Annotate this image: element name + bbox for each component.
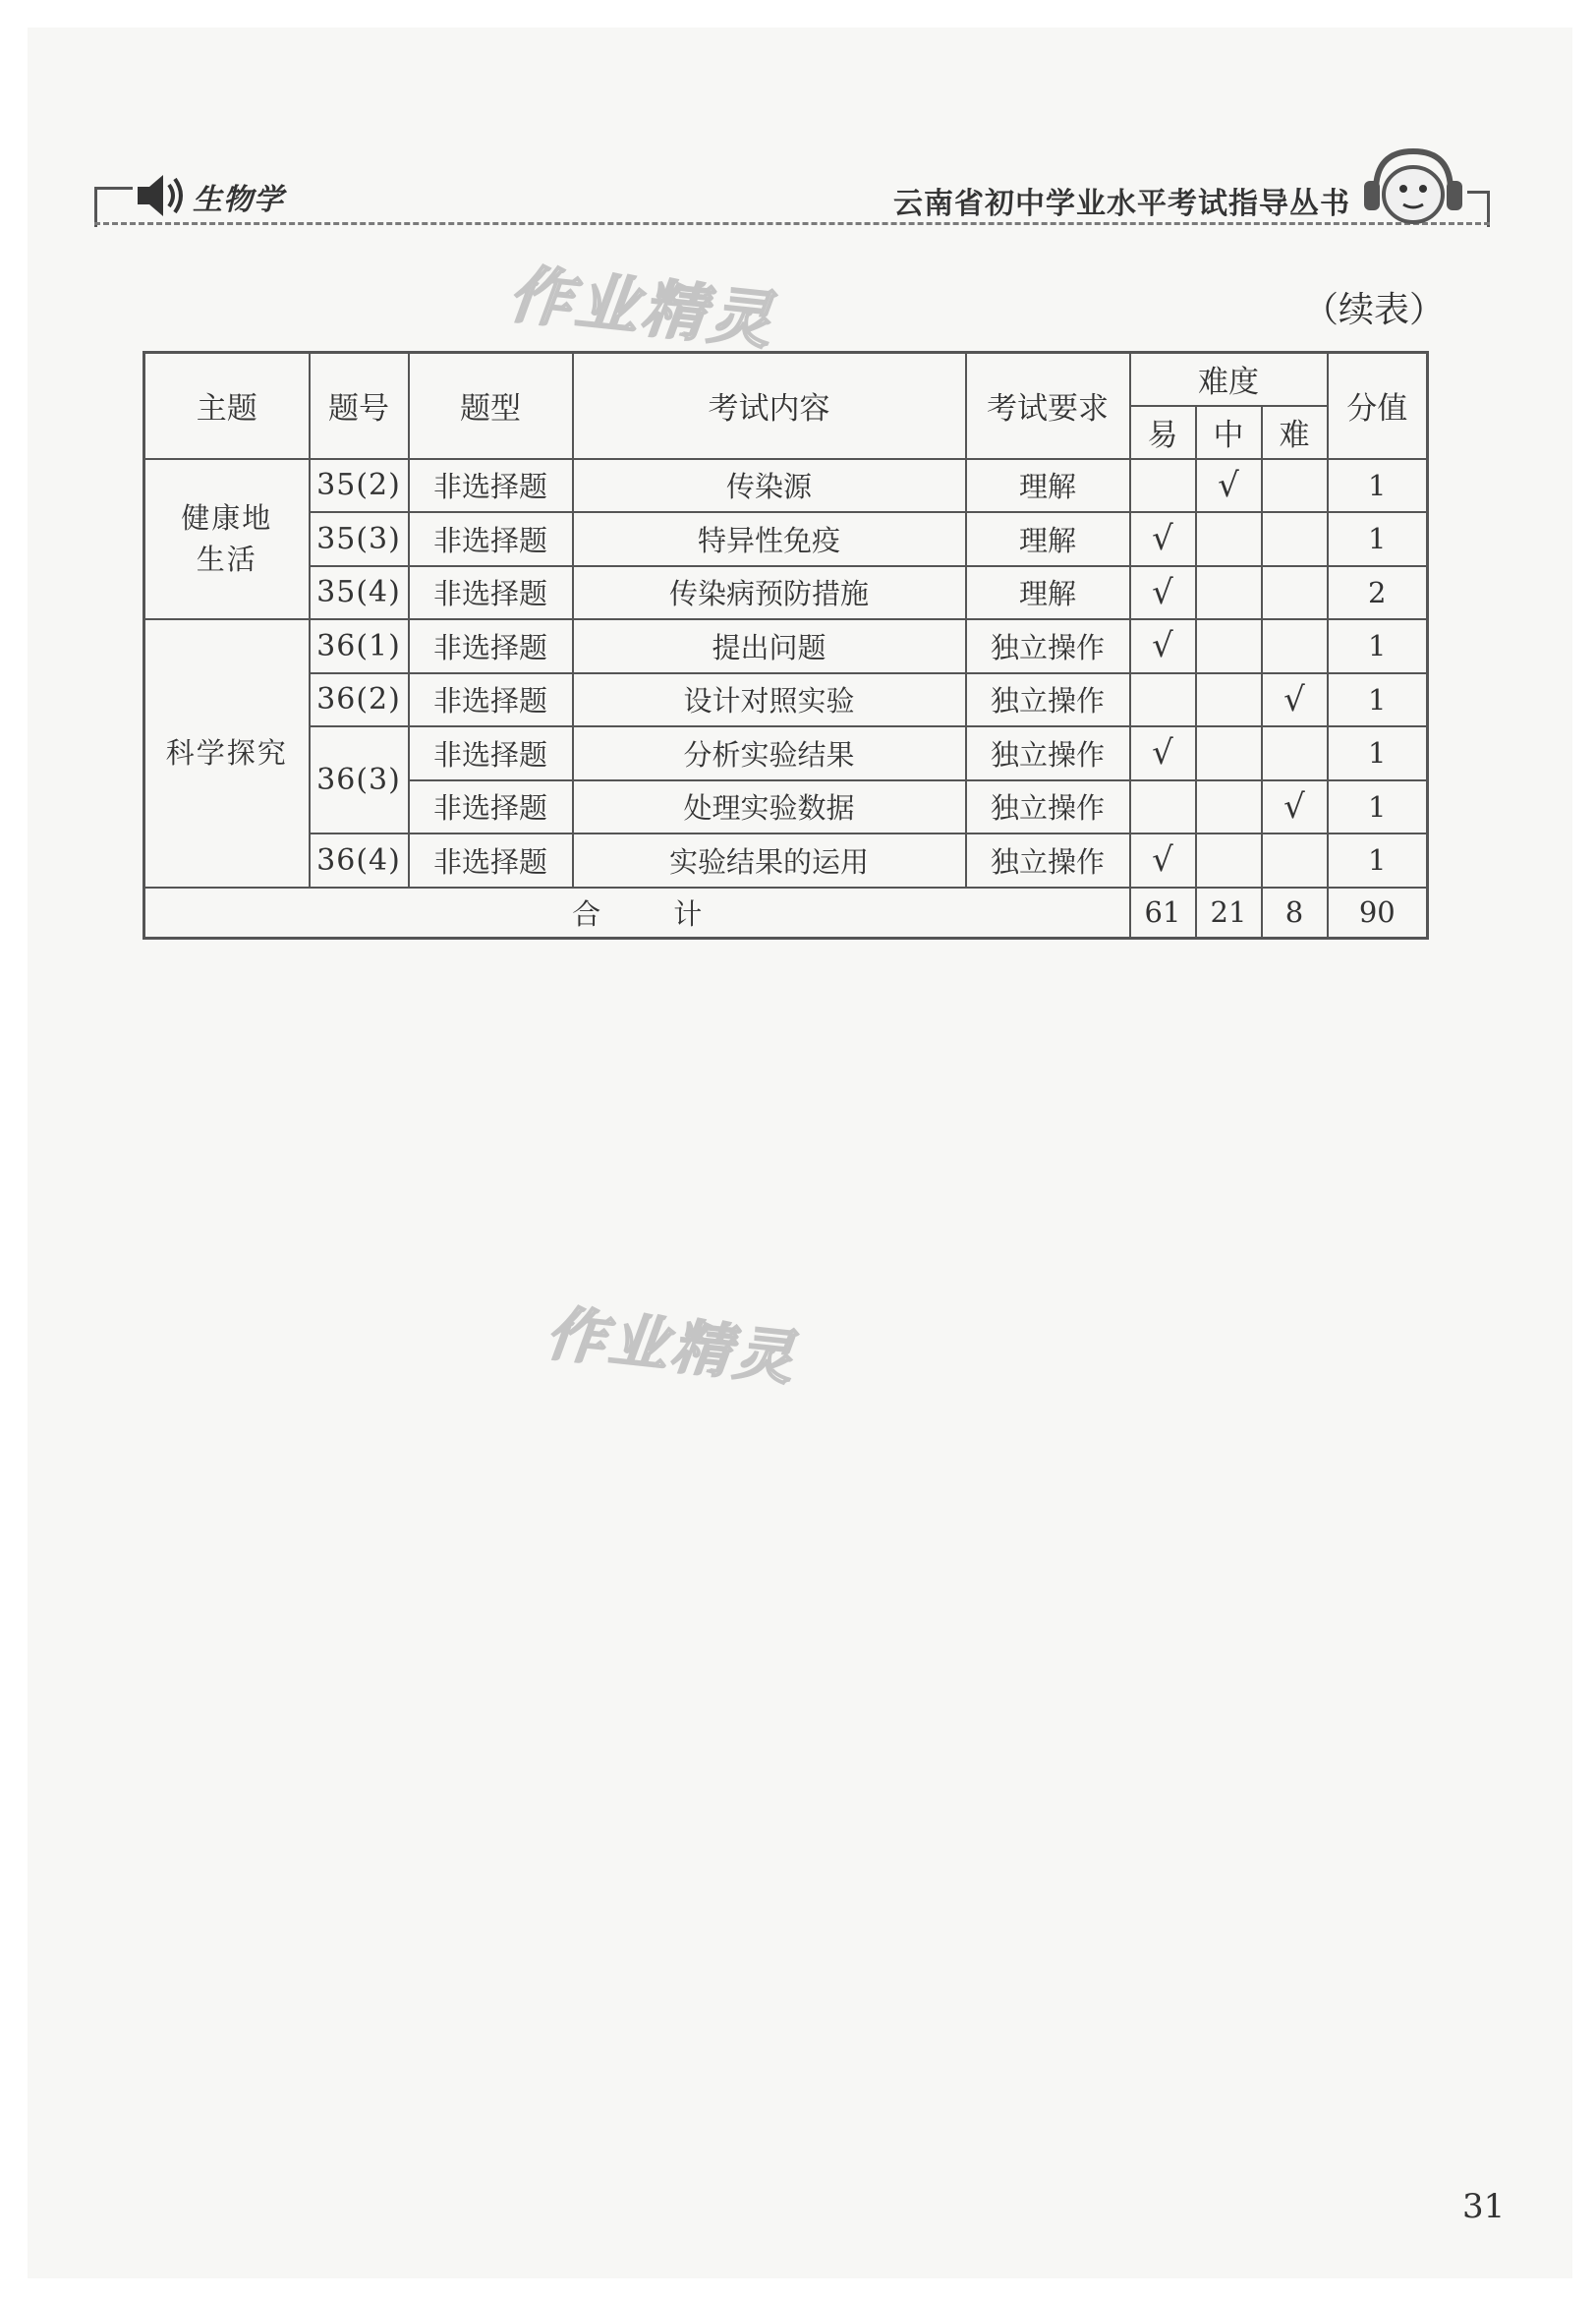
easy-cell — [1130, 673, 1196, 727]
content-cell: 分析实验结果 — [573, 726, 966, 780]
question-type-cell: 非选择题 — [409, 459, 573, 513]
easy-cell — [1130, 459, 1196, 513]
question-type-cell: 非选择题 — [409, 512, 573, 566]
total-score: 90 — [1328, 888, 1428, 939]
topic-cell — [144, 459, 310, 620]
requirement-cell: 理解 — [966, 459, 1130, 513]
medium-cell — [1196, 566, 1262, 620]
table-row — [144, 619, 1428, 673]
question-type-cell: 非选择题 — [409, 566, 573, 620]
topic-line: 生活 — [196, 543, 257, 577]
header-requirement: 考试要求 — [966, 353, 1130, 459]
total-easy: 61 — [1130, 888, 1196, 939]
header-rule — [94, 222, 1490, 225]
hard-cell — [1262, 566, 1328, 620]
content-cell: 特异性免疫 — [573, 512, 966, 566]
easy-cell: √ — [1130, 566, 1196, 620]
header-question-type: 题型 — [409, 353, 573, 459]
medium-cell — [1196, 726, 1262, 780]
score-cell: 1 — [1328, 780, 1428, 834]
hard-cell — [1262, 833, 1328, 888]
medium-cell — [1196, 780, 1262, 834]
question-type-cell: 非选择题 — [409, 673, 573, 727]
subject-title: 生物学 — [193, 183, 284, 217]
header-medium: 中 — [1196, 406, 1262, 459]
requirement-cell: 独立操作 — [966, 673, 1130, 727]
question-no-cell: 36(4) — [310, 833, 409, 888]
question-no-cell: 35(4) — [310, 566, 409, 620]
score-cell: 1 — [1328, 459, 1428, 513]
hard-cell — [1262, 619, 1328, 673]
table-row — [144, 512, 1428, 566]
hard-cell: √ — [1262, 780, 1328, 834]
score-cell: 1 — [1328, 512, 1428, 566]
score-cell: 1 — [1328, 833, 1428, 888]
header-hard: 难 — [1262, 406, 1328, 459]
score-cell: 1 — [1328, 619, 1428, 673]
watermark: 作业精灵 — [505, 258, 779, 359]
table-row — [144, 833, 1428, 888]
total-hard: 8 — [1262, 888, 1328, 939]
content-cell: 传染病预防措施 — [573, 566, 966, 620]
requirement-cell: 理解 — [966, 566, 1130, 620]
question-type-cell: 非选择题 — [409, 726, 573, 780]
total-row — [144, 888, 1428, 939]
table-row — [144, 726, 1428, 780]
medium-cell — [1196, 619, 1262, 673]
content-cell: 实验结果的运用 — [573, 833, 966, 888]
question-type-cell: 非选择题 — [409, 833, 573, 888]
hard-cell — [1262, 726, 1328, 780]
easy-cell: √ — [1130, 619, 1196, 673]
table-row — [144, 566, 1428, 620]
header-difficulty: 难度 — [1130, 353, 1328, 406]
watermark: 作业精灵 — [542, 1298, 801, 1395]
requirement-cell: 独立操作 — [966, 726, 1130, 780]
content-cell: 处理实验数据 — [573, 780, 966, 834]
topic-line: 科学探究 — [165, 736, 288, 771]
requirement-cell: 独立操作 — [966, 780, 1130, 834]
requirement-cell: 独立操作 — [966, 833, 1130, 888]
hard-cell — [1262, 459, 1328, 513]
question-no-cell: 35(2) — [310, 459, 409, 513]
table-row — [144, 673, 1428, 727]
total-label: 合计 — [144, 888, 1130, 939]
total-medium: 21 — [1196, 888, 1262, 939]
header-content: 考试内容 — [573, 353, 966, 459]
requirement-cell: 独立操作 — [966, 619, 1130, 673]
question-no-cell: 36(3) — [310, 726, 409, 833]
requirement-cell: 理解 — [966, 512, 1130, 566]
content-cell: 提出问题 — [573, 619, 966, 673]
question-no-cell: 36(1) — [310, 619, 409, 673]
header-bracket-left — [94, 187, 133, 227]
medium-cell — [1196, 833, 1262, 888]
table-row — [144, 459, 1428, 513]
question-type-cell: 非选择题 — [409, 619, 573, 673]
score-cell: 2 — [1328, 566, 1428, 620]
hard-cell — [1262, 512, 1328, 566]
continued-label: （续表） — [1303, 290, 1446, 330]
medium-cell — [1196, 512, 1262, 566]
question-type-cell: 非选择题 — [409, 780, 573, 834]
easy-cell — [1130, 780, 1196, 834]
score-cell: 1 — [1328, 726, 1428, 780]
mascot-icon — [1356, 145, 1470, 228]
speaker-icon — [132, 169, 191, 222]
content-cell: 设计对照实验 — [573, 673, 966, 727]
medium-cell: √ — [1196, 459, 1262, 513]
page-number: 31 — [1462, 2187, 1506, 2226]
question-no-cell: 35(3) — [310, 512, 409, 566]
topic-cell — [144, 619, 310, 888]
series-title: 云南省初中学业水平考试指导丛书 — [893, 187, 1350, 221]
easy-cell: √ — [1130, 726, 1196, 780]
page-header — [94, 157, 1490, 228]
easy-cell: √ — [1130, 512, 1196, 566]
score-cell: 1 — [1328, 673, 1428, 727]
question-no-cell: 36(2) — [310, 673, 409, 727]
exam-table — [142, 351, 1429, 940]
topic-line: 健康地 — [181, 501, 273, 536]
header-topic: 主题 — [144, 353, 310, 459]
easy-cell: √ — [1130, 833, 1196, 888]
hard-cell: √ — [1262, 673, 1328, 727]
medium-cell — [1196, 673, 1262, 727]
header-easy: 易 — [1130, 406, 1196, 459]
header-score: 分值 — [1328, 353, 1428, 459]
content-cell: 传染源 — [573, 459, 966, 513]
header-question-no: 题号 — [310, 353, 409, 459]
